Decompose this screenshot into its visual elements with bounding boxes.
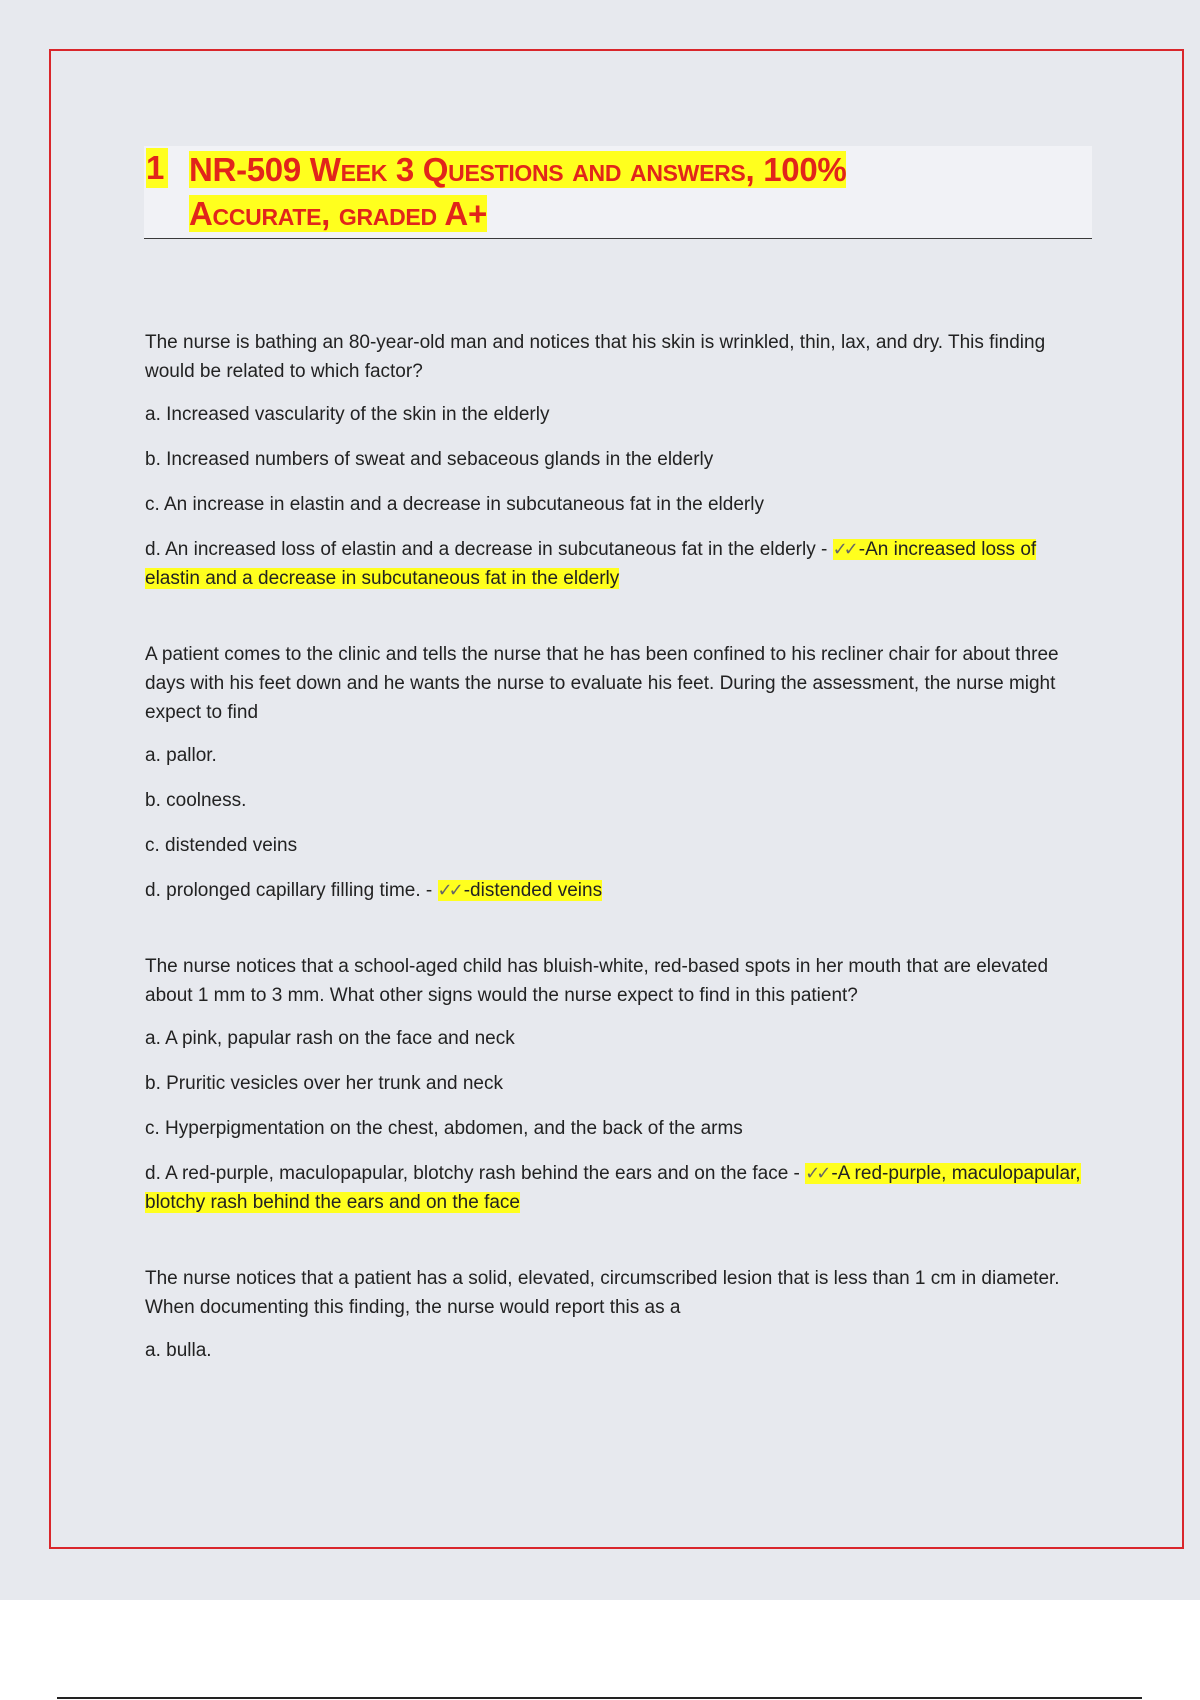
document-title (144, 146, 1092, 239)
footer-divider (57, 1697, 1142, 1699)
answer-text: -An increased loss of elastin and a decrease in subcutaneous fat in the elderly (145, 539, 1037, 589)
question-4 (145, 1264, 1095, 1365)
option-b: b. Increased numbers of sweat and sebaceous glands in the elderly (145, 449, 714, 470)
question-stem: The nurse is bathing an 80-year-old man and notices that his skin is wrinkled, thin, lax, and dry. This finding would be related to which factor? (145, 332, 1046, 382)
question-stem: The nurse notices that a school-aged child has bluish-white, red-based spots in her mouth that are elevated about 1 mm to 3 mm. What other signs would the nurse expect to find in this patient? (145, 956, 1049, 1006)
option-d (145, 535, 1095, 593)
option-d-text: d. A red-purple, maculopapular, blotchy rash behind the ears and on the face - (145, 1163, 806, 1184)
option-c: c. Hyperpigmentation on the chest, abdomen, and the back of the arms (145, 1118, 743, 1139)
title-text (189, 148, 1049, 236)
option-a: a. bulla. (145, 1340, 212, 1361)
option-c: c. An increase in elastin and a decrease in subcutaneous fat in the elderly (145, 494, 764, 515)
question-stem: The nurse notices that a patient has a solid, elevated, circumscribed lesion that is less than 1 cm in diameter. When documenting this finding, the nurse would report this as a (145, 1268, 1060, 1318)
double-check-icon: ✓✓ (805, 1163, 828, 1184)
option-d-text: d. An increased loss of elastin and a decrease in subcutaneous fat in the elderly - (145, 539, 833, 560)
option-a: a. Increased vascularity of the skin in the elderly (145, 404, 550, 425)
answer-text: -distended veins (463, 880, 603, 901)
option-d (145, 876, 1095, 905)
answer-text: -A red-purple, maculopapular, blotchy rash behind the ears and on the face (145, 1163, 1081, 1213)
question-3 (145, 952, 1095, 1217)
question-1 (145, 328, 1095, 593)
option-c: c. distended veins (145, 835, 298, 856)
questions-list (145, 328, 1095, 1412)
option-d-text: d. prolonged capillary filling time. - (145, 880, 438, 901)
option-d (145, 1159, 1095, 1217)
option-b: b. coolness. (145, 790, 247, 811)
option-a: a. pallor. (145, 745, 217, 766)
question-2 (145, 640, 1095, 905)
question-stem: A patient comes to the clinic and tells the nurse that he has been confined to his recliner chair for about three days with his feet down and he wants the nurse to evaluate his feet. During the assessment, the nurse might expect to find (145, 644, 1059, 723)
option-a: a. A pink, papular rash on the face and neck (145, 1028, 515, 1049)
title-line-2: Accurate, graded A+ (189, 195, 487, 232)
title-number: 1 (146, 148, 168, 188)
option-b: b. Pruritic vesicles over her trunk and neck (145, 1073, 503, 1094)
answer-highlight (438, 880, 603, 901)
title-line-1: NR-509 Week 3 Questions and answers, 100% (189, 151, 847, 188)
double-check-icon: ✓✓ (832, 539, 855, 560)
double-check-icon: ✓✓ (437, 880, 460, 901)
